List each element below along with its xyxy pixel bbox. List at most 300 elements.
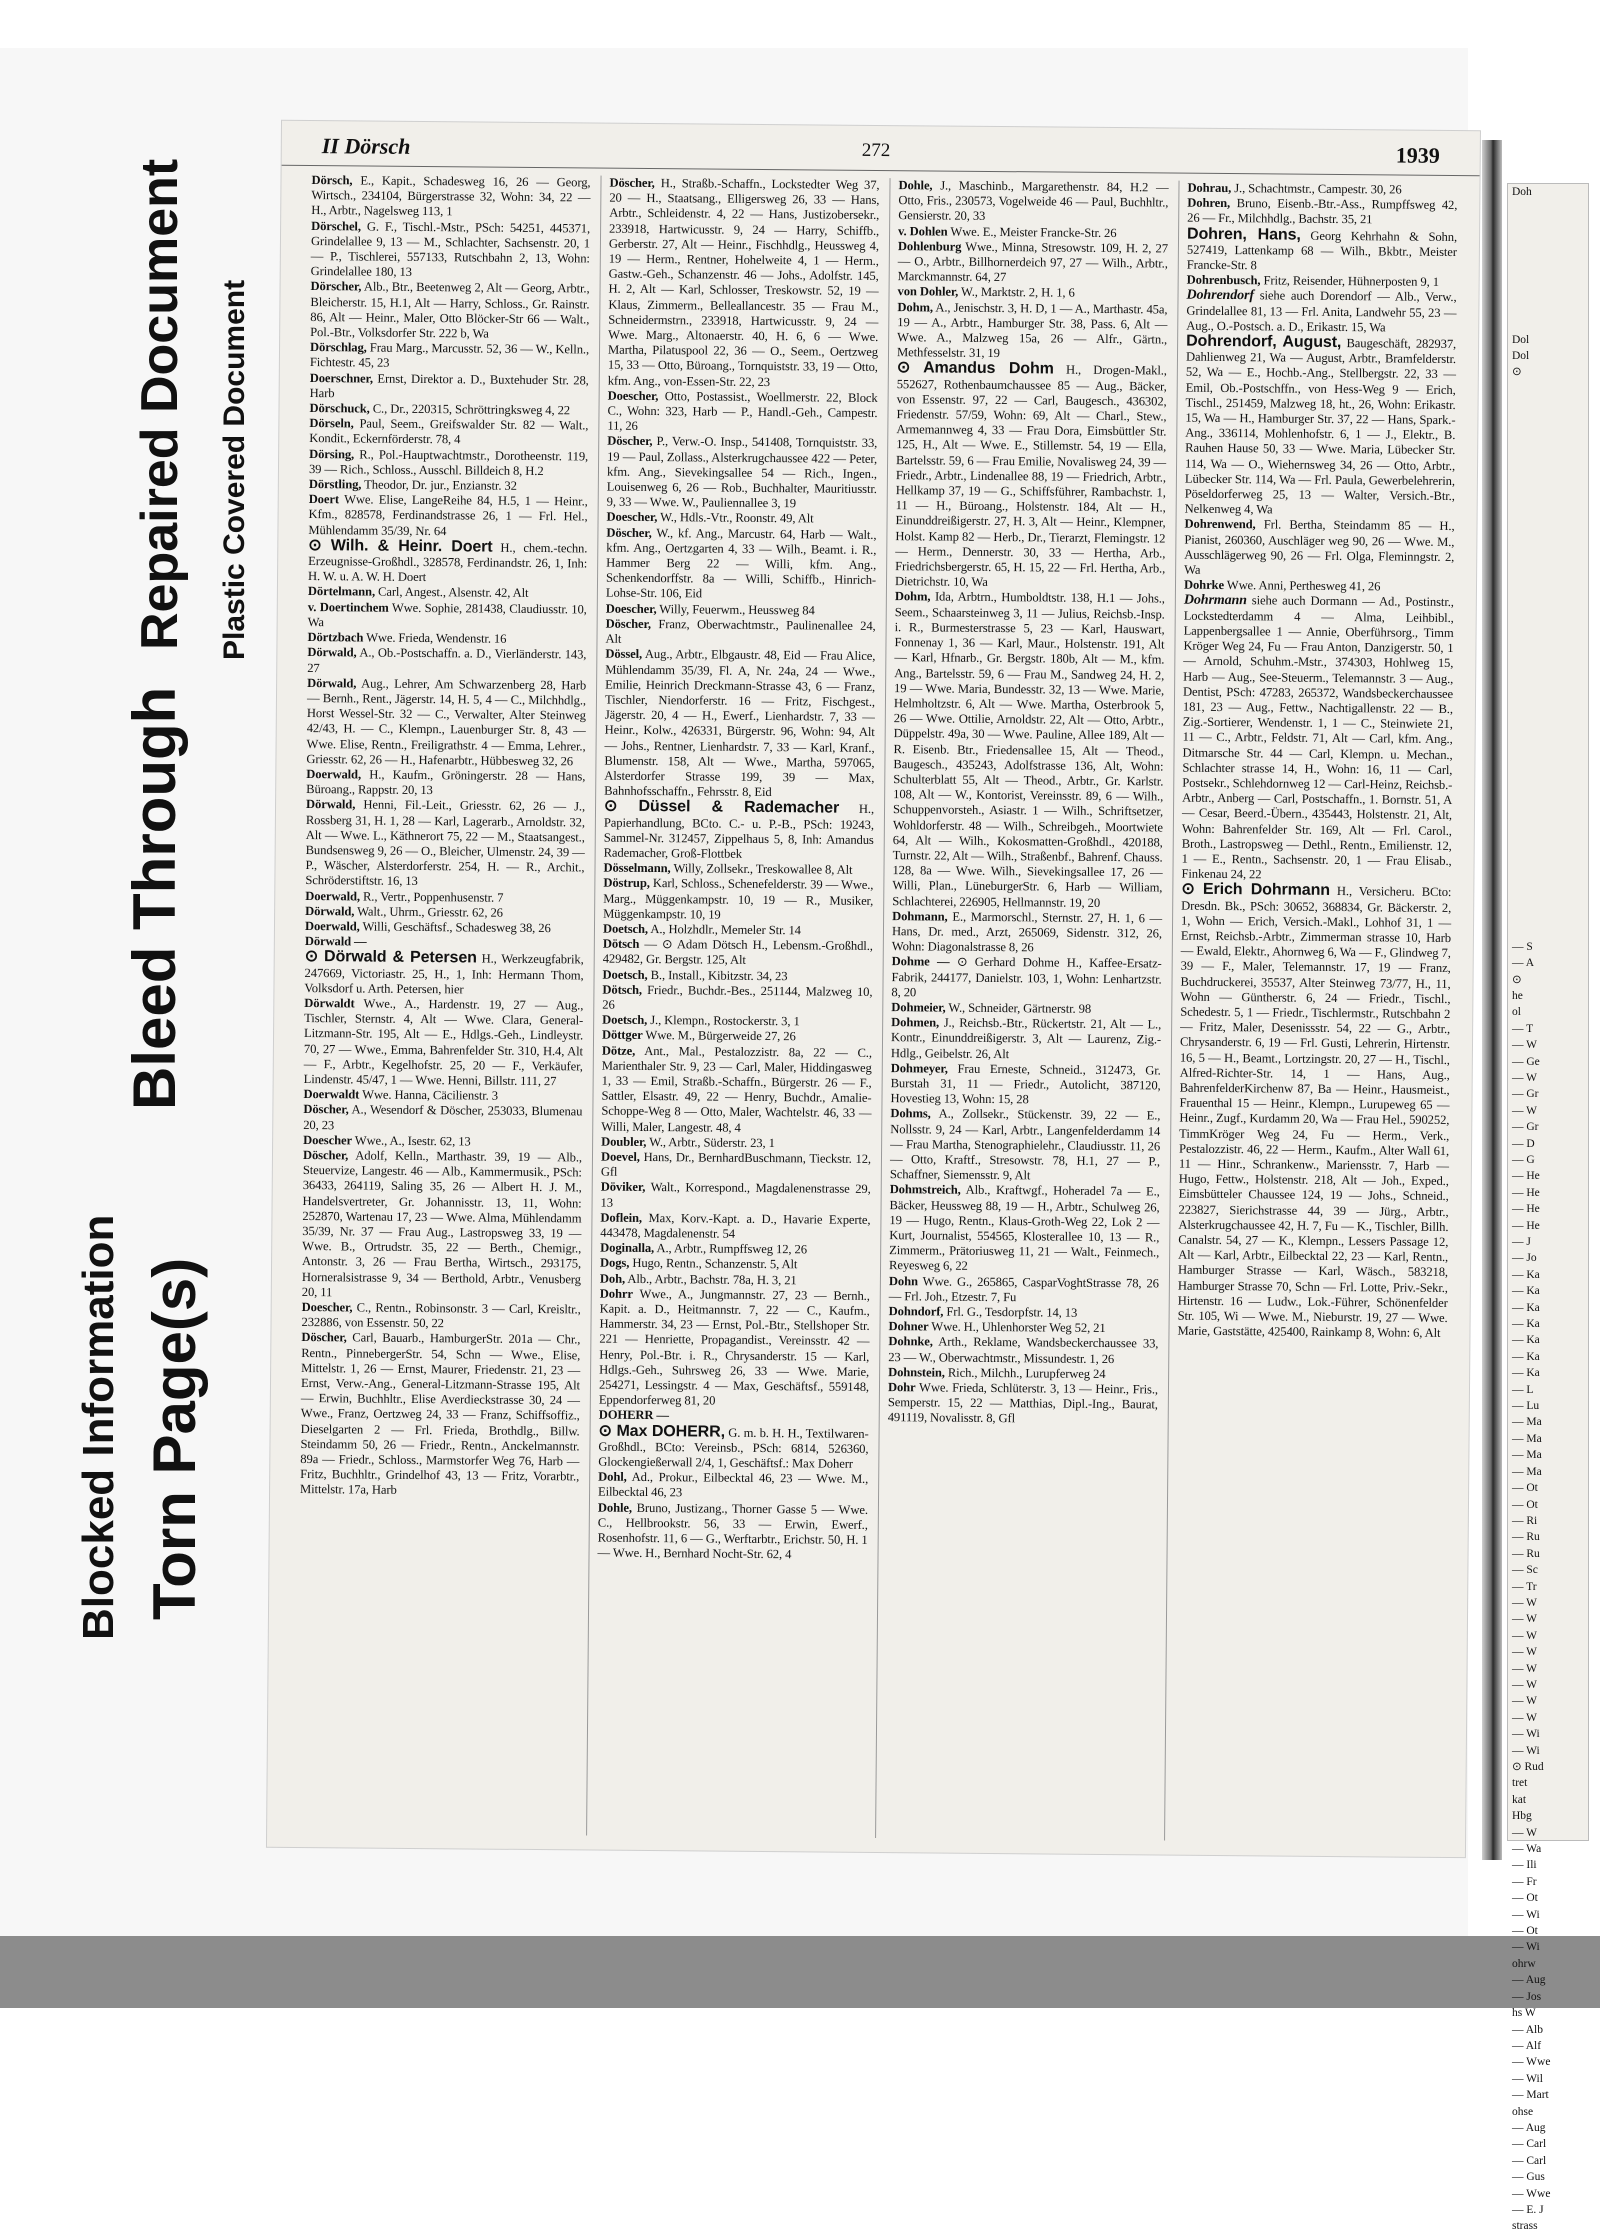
entry-details: Aug., Arbtr., Elbgaustr. 48, Eid — Frau Alice, Mühlendamm 35/39, Fl. A, Nr. 24a, 24 — Wwe., Emilie, Heinrich Dreckmann-Strasse 43, 6 — Franz, Tischler, Niendorferstr. 16 — Fritz, Fischgest., Jägerstr. 20, 4 — H., Ewerf., Lienhardstr. 7, 33 — Heinr., Kolw., 426331, Bürgerstr. 96, Wohn: 94, Alt — Johs., Rentner, Lienhardstr. 7, 33 — Karl, Kranf., Blumenstr. 158, Alt — Wwe., Martha, 597065, Alsterdorfer Strasse 199, 39 — Max, Bahnhofsschaffn., Fehrsstr. 8, Eid xyxy=(604,647,875,799)
adjacent-page-fragment xyxy=(1508,906,1588,922)
adjacent-page-fragment: — Wi xyxy=(1508,1743,1588,1759)
entry-surname: Döscher, xyxy=(609,176,654,190)
adjacent-page-fragment: Hbg xyxy=(1508,1808,1588,1824)
entry-surname: Doerwald, xyxy=(306,767,361,781)
entry-details: Adolf, Kelln., Marthastr. 39, 19 — Alb., Steuervize, Langestr. 46 — Alb., Kammermusik., PSch: 36433, 264119, Saling 35, 26 — Albert H. J. M., Handelsvertreter, Gr. Johannisstr. 13, 11, Wohn: 252870, Wartenau 17, 23 — Wwe. Alma, Mühlendamm 35/39, Nr. 37 — Frau Aug., Lastropsweg 33, 19 — Wwe. B., Ortrudstr. 35, 22 — Berth., Chemigr., Antonstr. 3, 26 — Frau Bertha, Wirtsch., 293175, Horneralsistrasse 9, 34 — Berthold, Arbtr., Venusberg 20, 11 xyxy=(302,1148,582,1299)
directory-entry xyxy=(897,300,1168,363)
adjacent-page-fragment xyxy=(1508,725,1588,741)
adjacent-page-fragment: — Ge xyxy=(1508,1054,1588,1070)
directory-entry xyxy=(608,176,880,391)
adjacent-page-fragment xyxy=(1508,233,1588,249)
adjacent-page-fragment: — Sc xyxy=(1508,1562,1588,1578)
entry-surname: v. Doertinchem xyxy=(308,600,389,615)
entry-details: Ant., Mal., Pestalozzistr. 8a, 22 — C., Marienthaler Str. 9, 23 — Carl, Maler, Hiddingasweg 1, 33 — Emil, Straßb.-Schaffn., Bürgerstr. 26 — F., Sattler, Elsastr. 49, 22 — Henry, Buchdr., Amalie-Schoppe-Weg 8 — Otto, Maler, Wachtelstr. 46, 33 — Willi, Maler, Langestr. 48, 4 xyxy=(601,1043,872,1134)
directory-entry xyxy=(1185,334,1457,520)
directory-entry xyxy=(891,1015,1161,1063)
entry-details: Wwe. Elise, LangeReihe 84, H.5, 1 — Heinr., Kfm., 828578, Ferdinandstrasse 26, 1 — Frl. Hel., Mühlendamm 35/39, Nr. 64 xyxy=(308,493,587,538)
directory-entry xyxy=(597,1500,868,1563)
directory-entry xyxy=(598,1423,868,1472)
adjacent-page-fragment: tret xyxy=(1508,1775,1588,1791)
entry-surname: Dörwald, xyxy=(307,676,356,690)
entry-surname: Dörsing, xyxy=(309,447,354,461)
entry-details: R., Vertr., Poppenhusenstr. 7 xyxy=(360,889,503,904)
entry-surname: Dogs, xyxy=(600,1256,629,1270)
entry-details: Willi, Geschäftsf., Schadesweg 38, 26 xyxy=(360,919,551,935)
entry-details: H., Werkzeugfabrik, 247669, Victoriastr. 25, H., 1, Inh: Hermann Thom, Volksdorf u. Arth. Petersen, hier xyxy=(304,952,583,996)
entry-surname: Doerwald, xyxy=(305,889,360,903)
adjacent-page-fragment: — Alb xyxy=(1508,2022,1588,2038)
directory-entry xyxy=(1186,288,1456,336)
entry-details: Wwe. Frieda, Schlüterstr. 3, 13 — Heinr., Fris., Semperstr. 15, 22 — Matthias, Dipl.-Ing., Baurat, 491119, Novalisstr. 8, Gfl xyxy=(888,1380,1158,1425)
adjacent-page-fragment xyxy=(1508,578,1588,594)
adjacent-page-fragment: — A xyxy=(1508,955,1588,971)
adjacent-page-fragment xyxy=(1508,775,1588,791)
entry-surname: Dohmann, xyxy=(892,909,948,923)
entry-details: Carl, Bauarb., HamburgerStr. 201a — Chr., Rentn., PinnebergerStr. 54, Schn — Wwe., Elise, Mittelstr. 1, 26 — Ernst, Maurer, Friedenstr. 21, 23 — Ernst, Verw.-Ang., General-Litzmann-Strasse 195, Alt — Erwin, Buchhltr., Elise Averdieckstrasse 30, 24 — Wwe., Franz, Oertzweg 24, 33 — Franz, Schiffsoffiz., Dieselgarten 2 — Frl. Frieda, Brothdlg., Billw. Steindamm 50, 26 — Friedr., Rentn., Anckelmannstr. 89a — Friedr., Schloss., Marmstorfer Weg 76, Harb — Fritz, Buchhltr., Grindelhof 43, 13 — Fritz, Vorarbtr., Mittelstr. 17a, Harb xyxy=(300,1331,580,1497)
directory-entry xyxy=(1187,226,1457,275)
entry-surname: Döviker, xyxy=(601,1180,646,1194)
entry-surname: Dohrr xyxy=(600,1286,633,1300)
entry-details: J., Schachtmstr., Campestr. 30, 26 xyxy=(1231,181,1401,196)
entry-details: Willy, Zollsekr., Treskowallee 8, Alt xyxy=(671,861,853,877)
entry-surname: Dohmen, xyxy=(891,1015,939,1029)
entry-surname: Dohms, xyxy=(890,1107,930,1121)
adjacent-page-fragment: — Tr xyxy=(1508,1579,1588,1595)
entry-details: H., chem.-techn. Erzeugnisse-Großhdl., 328578, Ferdinandstr. 26, 1, Inh: H. W. u. A. W. H. Doert xyxy=(308,541,587,585)
entry-details: A., Holzhdlr., Memeler Str. 14 xyxy=(648,922,801,937)
adjacent-page-fragment: strass xyxy=(1508,2218,1588,2234)
entry-details: Ernst, Direktor a. D., Buxtehuder Str. 28, Harb xyxy=(310,371,589,400)
entry-details: J., Klempn., Rostockerstr. 3, 1 xyxy=(647,1013,800,1028)
adjacent-page-fragment xyxy=(1508,889,1588,905)
adjacent-page-fragment xyxy=(1508,545,1588,561)
adjacent-page-fragment xyxy=(1508,840,1588,856)
adjacent-page-fragment: ohrw xyxy=(1508,1956,1588,1972)
entry-surname: von Dohler, xyxy=(897,285,958,300)
directory-entry xyxy=(898,178,1168,226)
entry-surname: ⊙ Düssel & Rademacher xyxy=(604,798,839,817)
adjacent-page-fragment: ol xyxy=(1508,1004,1588,1020)
label-repaired-document: Repaired Document xyxy=(130,159,190,650)
entry-surname: Doevel, xyxy=(601,1150,640,1164)
directory-entry xyxy=(307,645,586,678)
entry-surname: Döstrup, xyxy=(603,876,650,890)
adjacent-page-fragment xyxy=(1508,282,1588,298)
entry-surname: Doescher xyxy=(303,1133,352,1147)
directory-entry xyxy=(604,647,875,801)
entry-surname: Doescher, xyxy=(302,1300,353,1314)
entry-surname: Dötze, xyxy=(602,1043,635,1057)
entry-surname: Döttger xyxy=(602,1028,643,1042)
adjacent-page-fragment: ⊙ xyxy=(1508,972,1588,988)
entry-surname: Dohr xyxy=(888,1380,916,1394)
column-2 xyxy=(586,176,879,1838)
entry-details: H., Kaufm., Gröningerstr. 28 — Hans, Büroang., Rappstr. 20, 13 xyxy=(306,767,585,797)
entry-surname: Dohmeyer, xyxy=(891,1061,948,1075)
entry-details: W., Marktstr. 2, H. 1, 6 xyxy=(958,285,1075,300)
entry-surname: Dörstling, xyxy=(309,477,362,491)
adjacent-page-fragment xyxy=(1508,611,1588,627)
adjacent-page-fragment: — Jos xyxy=(1508,1989,1588,2005)
directory-entry xyxy=(304,996,584,1090)
adjacent-page-fragment: — He xyxy=(1508,1185,1588,1201)
adjacent-page-fragment: — D xyxy=(1508,1136,1588,1152)
directory-entry xyxy=(599,1286,870,1410)
adjacent-page-fragment: — E. J xyxy=(1508,2202,1588,2218)
entry-details: Wwe. M., Bürgerweide 27, 26 xyxy=(643,1028,796,1043)
entry-surname: Dohmeier, xyxy=(891,1000,945,1014)
entry-details: H., Straßb.-Schaffn., Lockstedter Weg 37, 20 — H., Staatsang., Elligersweg 26, 33 — Hans, Arbtr., Schleidenstr. 4, 22 — Hans, Justizobersekr., 233918, Hartwicusstr. 9, 24 — Harry, Schiffb., Gerberstr. 27, Alt — Heinr., Fischhdlg., Heussweg 4, 19 — Herm., Rentner, Hohelweite 4, 1 — Herm., Gastw.-Geh., Schanzenstr. 46 — Johs., Adolfstr. 145, H. 2, Alt — Karl, Schlosser, Treskowstr. 52, 19 — Klaus, Zimmerm., Belleallancestr. 35 — Frau M., Schneidermstrn., 233918, Hartwicusstr. 9, 24 — Wwe. Marg., Altonaerstr. 40, H. 6, 6 — Wwe. Martha, Pilatuspool 22, 36 — O., Seem., Oertzweg 15, 33 — Otto, Büroang., Tornquiststr. 33, 19 — Otto, kfm. Ang., von-Essen-Str. 22, 23 xyxy=(608,176,880,389)
entry-surname: Dohren, xyxy=(1187,196,1230,210)
adjacent-page-fragment: Doh xyxy=(1508,184,1588,200)
entry-details: Otto, Postassist., Woellmerstr. 22, Block C., Wohn: 323, Harb — P., Handl.-Geh., Campestr. 11, 26 xyxy=(607,389,877,433)
directory-entry xyxy=(898,239,1168,287)
entry-surname: Dörwald, xyxy=(305,904,354,918)
directory-entry xyxy=(895,361,1167,592)
entry-details: Georg Kehrhahn & Sohn, 527419, Lattenkamp 68 — Wilh., Bkbtr., Meister Francke-Str. 8 xyxy=(1187,228,1457,272)
directory-entry xyxy=(607,434,878,512)
entry-details: Frl. Bertha, Steindamm 85 — H., Pianist, 260360, Auschläger weg 90, 26 — Wwe. M., Ausschlägerweg 90, 26 — Frl. Olga, Fleminngstr. 2, Wa xyxy=(1184,518,1455,577)
entry-surname: Doescher, xyxy=(608,388,659,402)
page-number: 272 xyxy=(862,140,891,162)
adjacent-page-fragment xyxy=(1508,660,1588,676)
adjacent-page-fragment: — Mart xyxy=(1508,2087,1588,2103)
entry-details: Frl. G., Tesdorpfstr. 14, 13 xyxy=(943,1305,1077,1320)
adjacent-page-fragment xyxy=(1508,430,1588,446)
directory-entry xyxy=(602,982,872,1015)
directory-entry xyxy=(889,1183,1160,1277)
adjacent-page-fragment: — Ot xyxy=(1508,1890,1588,1906)
adjacent-page-fragment: — G xyxy=(1508,1152,1588,1168)
directory-entry xyxy=(603,937,873,970)
directory-entry xyxy=(308,538,587,587)
adjacent-page-fragment: — Wil xyxy=(1508,2071,1588,2087)
adjacent-page-fragment xyxy=(1508,217,1588,233)
adjacent-page-fragment xyxy=(1508,479,1588,495)
entry-details: A., Arbtr., Rumpffsweg 12, 26 xyxy=(654,1241,807,1256)
directory-entry xyxy=(308,600,587,633)
entry-surname: Dohl, xyxy=(598,1470,627,1484)
entry-surname: Dohlenburg xyxy=(898,239,962,254)
directory-entry xyxy=(598,1470,868,1503)
entry-details: Walt., Korrespond., Magdalenenstrasse 29, 13 xyxy=(601,1180,871,1209)
adjacent-page-fragment: — Aug xyxy=(1508,1972,1588,1988)
adjacent-page-fragment xyxy=(1508,693,1588,709)
adjacent-page-fragment: — Ma xyxy=(1508,1447,1588,1463)
entry-details: W., Arbtr., Süderstr. 23, 1 xyxy=(646,1135,775,1150)
entry-surname: Doetsch, xyxy=(603,922,648,936)
entry-surname: Doubler, xyxy=(601,1134,646,1148)
adjacent-page-fragment: — Ka xyxy=(1508,1300,1588,1316)
directory-entry xyxy=(890,1107,1161,1185)
entry-surname: Dössel, xyxy=(605,647,642,661)
entry-details: Walt., Uhrm., Griesstr. 62, 26 xyxy=(354,904,503,919)
entry-details: Alb., Kraftwgf., Hoheradel 7a — E., Bäcker, Heussweg 88, 19 — H., Arbtr., Schulweg 26, 19 — Hugo, Rentn., Klaus-Groth-Weg 22, Lok 2 — Kurt, Journalist, 554565, Klosterallee 10, 13 — R., Zimmerm., Prätoriusweg 11, 21 — Walt., Feinmech., Reyesweg 6, 22 xyxy=(889,1183,1160,1273)
adjacent-page-fragment: Dol xyxy=(1508,348,1588,364)
adjacent-page-fragment: — Wi xyxy=(1508,1907,1588,1923)
label-plastic-covered-document: Plastic Covered Document xyxy=(218,280,252,660)
adjacent-page-fragment: — Ma xyxy=(1508,1431,1588,1447)
book-spine-fold xyxy=(1482,140,1502,1860)
adjacent-page-fragment: — Ka xyxy=(1508,1332,1588,1348)
entry-surname: Döscher, xyxy=(303,1148,348,1162)
entry-surname: Dörwald, xyxy=(306,797,355,811)
entry-details: Theodor, Dr. jur., Enzianstr. 32 xyxy=(361,478,517,493)
adjacent-page-fragment: — Fr xyxy=(1508,1874,1588,1890)
adjacent-page-fragment: — Ka xyxy=(1508,1365,1588,1381)
entry-surname: Dörschel, xyxy=(311,219,361,233)
entry-details: Wwe., A., Hardenstr. 19, 27 — Aug., Tischler, Sternstr. 4, Alt — Wwe. Clara, General-Litzmann-Str. 195, Alt — E., Hdlgs.-Geh., Lindleystr. 70, 27 — Wwe., Emma, Bahrenfelder Str. 310, H.4, Alt — F., Arbtr., Kegelhofstr. 25, 20 — F., Verkäufer, Lindenstr. 45/47, 1 — Wwe. Henni, Billstr. 111, 27 xyxy=(304,996,584,1088)
adjacent-page-fragment xyxy=(1508,922,1588,938)
directory-entry xyxy=(601,1180,871,1213)
entry-surname: Dörtzbach xyxy=(307,630,363,644)
adjacent-page-fragment xyxy=(1508,529,1588,545)
adjacent-page-fragment: — Alf xyxy=(1508,2038,1588,2054)
entry-details: Karl, Schloss., Schenefelderstr. 39 — Wwe., Marg., Müggenkampstr. 10, 19 — R., Musiker, Müggenkampstr. 10, 19 xyxy=(603,876,873,921)
directory-entry xyxy=(603,876,873,924)
entry-details: Alb., Arbtr., Bachstr. 78a, H. 3, 21 xyxy=(625,1271,797,1286)
entry-surname: Dohn xyxy=(889,1274,918,1288)
adjacent-page-fragment: ⊙ xyxy=(1508,364,1588,380)
entry-surname: Doh, xyxy=(600,1271,625,1285)
adjacent-page-fragment: — W xyxy=(1508,1661,1588,1677)
adjacent-page-fragment: ⊙ Rud xyxy=(1508,1759,1588,1775)
adjacent-page-fragment xyxy=(1508,594,1588,610)
entry-details: A., Ob.-Postschaffn. a. D., Vierländerstr. 143, 27 xyxy=(307,646,586,675)
entry-surname: Döscher, xyxy=(606,617,651,631)
directory-entry xyxy=(300,1330,580,1500)
entry-details: H., Papierhandlung, BCto. C.- u. P.-B., PSch: 19243, Sammel-Nr. 312457, Zippelhaus 5, 8, Inh: Amandus Rademacher, Groß-Flottbek xyxy=(604,802,875,861)
adjacent-page-fragment xyxy=(1508,709,1588,725)
entry-details: Hugo, Rentn., Schanzenstr. 5, Alt xyxy=(629,1256,797,1271)
directory-page xyxy=(267,121,1480,1857)
entry-surname: Dohrke xyxy=(1184,578,1224,592)
entry-details: Max, Korv.-Kapt. a. D., Havarie Experte, 443478, Magdalenenstr. 54 xyxy=(600,1211,870,1241)
entry-surname: ⊙ Max DOHERR, xyxy=(599,1422,726,1440)
entry-details: Ida, Arbtrn., Humboldtstr. 138, H.1 — Johs., Seem., Schaarsteinweg 3, 11 — Julius, Reichsb.-Insp. i. R., Burmesterstrasse 5, 23 — Karl, Hauswart, Fonnenay 1, 36 — Karl, Maur., Holstenstr. 191, Alt — Karl, Hfnarb., Gr. Bergstr. 180b, Alt — M., kfm. Ang., Bartelsstr. 59, 6 — Frau M., Sandweg 24, H. 2, 19 — Wwe. Maria, Bundesstr. 32, 13 — Wwe. Marie, Helmholtzstr. 6, Alt — Wwe. Martha, Osterbrook 5, 26 — Wwe. Ottilie, Arnoldstr. 22, Alt — Otto, Arbtr., Düppelstr. 49a, 30 — Wwe. Pauline, Allee 189, Alt — R. Eisenb. Btr., Friedensallee 15, Alt — Theod., Baugesch., 435243, Adolfstrasse 136, Alt, Wohn: Schulterblatt 55, Alt — Theod., Arbtr., Gr. Karlstr. 108, Alt — W., Kontorist, Vereinsstr. 89, 6 — Wilh., Schuppenvorsteh., Asiastr. 1 — Wilh., Schriftsetzer, Wohldorferstr. 48 — Wilh., Schreibgeh., Moortwiete 64, Alt — Wilh., Kokosmatten-Großhdl., 420188, Turnstr. 22, Alt — Wilh., Straßenbf., Bahrenf. Chauss. 128, 8a — Wwe. Wilh., Sievekingsallee 17, 26 — Willi, Plan., LüneburgerStr. 6, Harb — William, Schlachterei, 226905, Hellmannstr. 19, 20 xyxy=(892,590,1165,910)
entry-details: Wwe., A., Jungmannstr. 27, 23 — Bernh., Kapit. a. D., Heitmannstr. 7, 22 — C., Kaufm., Hammerstr. 34, 23 — Ernst, Pol.-Btr., Stellshoper Str. 221 — Henriette, Propagandist., Vereinsstr. 42 — Henry, Pol.-Btr. i. R., Chrysanderstr. 15 — Karl, Hdlgs.-Geh., Suhrsweg 26, 33 — Wwe. Marie, 254271, Lessingstr. 4 — Max, Geschäftsf., 559148, Eppendorferweg 81, 20 xyxy=(599,1287,870,1408)
adjacent-page-fragment: — He xyxy=(1508,1201,1588,1217)
entry-surname: Dohner xyxy=(888,1319,928,1333)
adjacent-page-fragment: he xyxy=(1508,988,1588,1004)
adjacent-page-fragment xyxy=(1508,315,1588,331)
directory-columns xyxy=(297,173,1457,1843)
directory-entry xyxy=(306,676,586,770)
adjacent-page-fragment xyxy=(1508,299,1588,315)
header-section: II Dörsch xyxy=(322,133,411,160)
adjacent-page-fragment: — Wwe xyxy=(1508,2186,1588,2202)
entry-details: J., Maschinb., Margarethenstr. 84, H.2 — Otto, Fris., 230573, Vogelweide 46 — Paul, Buchhltr., Gensierstr. 20, 33 xyxy=(898,178,1168,223)
entry-details: G. F., Tischl.-Mstr., PSch: 54251, 445371, Grindelallee 9, 13 — M., Schlachter, Sachsenstr. 20, 1 — P., Tischlerei, 557133, Rutschbahn 2, 13, Wohn: Grindelallee 180, 13 xyxy=(311,219,591,279)
entry-surname: Dohrau, xyxy=(1187,181,1231,195)
entry-details: P., Verw.-O. Insp., 541408, Tornquiststr. 33, 19 — Paul, Zollass., Alsterkrugchaussee 422 — Peter, kfm. Ang., Sievekingsallee 54 — Rich., Ingen., Louisenweg 6, 26 — Rob., Buchhalter, Mauritiusstr. 9, 33 — Wwe. W., Pauliennallee 3, 19 xyxy=(607,434,878,510)
entry-surname: Doerwaldt xyxy=(303,1087,359,1101)
entry-surname: v. Dohlen xyxy=(898,224,948,238)
entry-surname: Dohrenwend, xyxy=(1184,517,1255,532)
entry-details: — ⊙ Adam Dötsch H., Lebensm.-Großhdl., 429482, Gr. Bergstr. 125, Alt xyxy=(603,937,873,967)
entry-surname: Dörwaldt xyxy=(304,996,354,1010)
entry-details: H., Drogen-Makl., 552627, Rothenbaumchaussee 85 — Aug., Bäcker, von Essenstr. 97, 22 — Carl, Baugesch., 436302, Friedenstr. 57/59, Wohn: 69, Alt — Charl., Stew., Armemannweg 4, 33 — Frau Dora, Eimsbüttler Str. 125, H., Alt — Wwe. E., Stillemstr. 54, 19 — Ella, Bartelsstr. 59, 6 — Frau Emilie, Novalisweg 24, 39 — Friedr., Arbtr., Lindenallee 88, 19 — Friedrich, Arbtr., Hellkamp 37, 19 — G., Schiffsführer, Rambachstr. 1, 11 — H., Büroang., Holstenstr. 184, Alt — H., Einunddreißigerstr. 27, H. 3, Alt — Heinr., Klempner, Holst. Kamp 82 — Herb., Dr., Tierarzt, Flemingstr. 12 — Herm., Dennerstr. 30, 33 — Hertha, Arb., Friedrichsbergerstr. 65, H. 15, 22 — Frl. Hertha, Arb., Dietrichstr. 10, Wa xyxy=(895,363,1167,589)
directory-entry xyxy=(601,1150,871,1183)
directory-entry xyxy=(303,1102,582,1135)
entry-details: ⊙ Gerhard Dohme H., Kaffee-Ersatz-Fabrik, 244177, Danielstr. 103, 1, Wohn: Lenhartzstr. 8, 20 xyxy=(891,955,1161,999)
entry-details: W., Hdls.-Vtr., Roonstr. 49, Alt xyxy=(657,511,813,526)
adjacent-page-fragment: — W xyxy=(1508,1825,1588,1841)
label-blocked-information: Blocked Information xyxy=(74,1215,124,1640)
adjacent-page-fragment: — W xyxy=(1508,1595,1588,1611)
directory-entry xyxy=(309,447,588,480)
adjacent-page-fragment: — Ot xyxy=(1508,1497,1588,1513)
entry-surname: Dohrendorf xyxy=(1186,288,1254,304)
adjacent-page-fragment xyxy=(1508,676,1588,692)
adjacent-page-fragment: — W xyxy=(1508,1037,1588,1053)
adjacent-page-fragment: — Ot xyxy=(1508,1923,1588,1939)
entry-details: Ad., Prokur., Eilbecktal 46, 23 — Wwe. M., Eilbecktal 46, 23 xyxy=(598,1470,868,1500)
entry-surname: ⊙ Wilh. & Heinr. Doert xyxy=(308,537,492,556)
adjacent-page-fragment xyxy=(1508,791,1588,807)
adjacent-page-fragment xyxy=(1508,627,1588,643)
adjacent-page-fragment xyxy=(1508,463,1588,479)
directory-entry xyxy=(892,909,1162,957)
entry-details: Paul, Seem., Greifswalder Str. 82 — Walt., Kondit., Eckernförderstr. 78, 4 xyxy=(309,417,588,447)
entry-surname: Dörschuck, xyxy=(309,401,369,416)
entry-details: Wwe. Sophie, 281438, Claudiusstr. 10, Wa xyxy=(308,600,587,629)
adjacent-page-fragment: — Wi xyxy=(1508,1726,1588,1742)
label-torn-pages: Torn Page(s) xyxy=(140,1258,209,1620)
adjacent-page-fragment: — He xyxy=(1508,1168,1588,1184)
entry-details: Wwe. Hanna, Cäcilienstr. 3 xyxy=(359,1088,498,1103)
adjacent-page-fragment: — W xyxy=(1508,1693,1588,1709)
directory-entry xyxy=(600,1210,870,1243)
entry-surname: Dohle, xyxy=(898,178,932,192)
entry-surname: Döscher, xyxy=(303,1102,348,1116)
adjacent-page-fragment xyxy=(1508,381,1588,397)
adjacent-page-fragment: — Gr xyxy=(1508,1119,1588,1135)
entry-surname: Doerschner, xyxy=(310,371,373,386)
entry-surname: DOHERR — xyxy=(599,1408,669,1423)
adjacent-page-fragment: — Ka xyxy=(1508,1316,1588,1332)
entry-details: E., Kapit., Schadesweg 16, 26 — Georg, Wirtsch., 234104, Bürgerstrasse 32, Wohn: 34, 22 — H., Arbtr., Nagelsweg 113, 1 xyxy=(311,173,590,218)
column-3 xyxy=(875,178,1168,1840)
entry-details: siehe auch Dormann — Ad., Postinstr., Lockstedterdamm 4 — Alma, Leihbibl., Lappenbergsallee 1 — Annie, Oberführsorg., Timm Kröger Weg 24, Fu — Frau Anton, Danzigerstr. 50, 1 — Arnold, Schuhm.-Mstr., 374303, Hohlweg 15, Harb — Aug., See-Steuerm., Telemannstr. 3 — Aug., Dentist, PSch: 47283, 265372, Wandsbeckerchaussee 181, 23 — Aug., Fettw., Nachtigallenstr. 22 — B., Zig.-Sortierer, Wendenstr. 1, 1 — C., Steinwiete 21, 11 — C., Arbtr., Feldstr. 71, Alt — Carl, kfm. Ang., Ditmarsche Str. 44 — Carl, Klempn. u. Mechan., Schlachter strasse 14, H., Wohn: 16, 11 — Carl, Postsekr., Schlehdornweg 12 — Carl-Heinz, Reichsb.-Arbtr., Anberg — Carl, Postschaffn., 1. Bornstr. 51, A — Cesar, Beerd.-Übern., 435443, Holstenstr. 21, Alt, Wohn: Bahrenfelder Str. 169, Alt — Frl. Carol., Broth., Lastropsweg — Dethl., Rentn., Emilienstr. 12, 1 — E., Rentn., Sachsenstr. 20, 1 — Frau Elisab., Finkenau 24, 22 xyxy=(1181,594,1454,882)
entry-details: Frau Marg., Marcusstr. 52, 36 — W., Kelln., Fichtestr. 45, 23 xyxy=(310,341,589,370)
directory-entry xyxy=(302,1148,582,1302)
adjacent-page-fragment xyxy=(1508,824,1588,840)
adjacent-page-fragment: — Gus xyxy=(1508,2169,1588,2185)
entry-surname: Doescher, xyxy=(607,510,658,524)
entry-details: Wwe. E., Meister Francke-Str. 26 xyxy=(948,224,1117,239)
entry-surname: Döscher, xyxy=(606,525,651,539)
adjacent-page-fragment: — Carl xyxy=(1508,2136,1588,2152)
entry-details: A., Jenischstr. 3, H. D, 1 — A., Marthastr. 45a, 19 — A., Arbtr., Hamburger Str. 38, Pass. 6, Alt — Wwe. A., Malzweg 15a, 26 — Alfr., Gärtn., Methfesselstr. 31, 19 xyxy=(897,300,1168,360)
adjacent-page-fragment: — Wi xyxy=(1508,1939,1588,1955)
adjacent-page-fragment: — W xyxy=(1508,1677,1588,1693)
entry-surname: Doflein, xyxy=(600,1210,642,1224)
adjacent-page-fragment: — Lu xyxy=(1508,1398,1588,1414)
entry-details: Franz, Oberwachtmstr., Paulinenallee 24, Alt xyxy=(605,617,875,646)
entry-surname: Dohnke, xyxy=(888,1335,933,1349)
directory-entry xyxy=(311,219,591,282)
adjacent-page-fragment xyxy=(1508,857,1588,873)
adjacent-page-fragment: — Aug xyxy=(1508,2120,1588,2136)
entry-details: Wwe., Minna, Stresowstr. 109, H. 2, 27 — O., Arbtr., Billhornerdeich 97, 27 — Wilh., Arbtr., Marckmannstr. 64, 27 xyxy=(898,240,1168,285)
entry-surname: Doescher, xyxy=(606,601,657,615)
entry-details: A., Zollsekr., Stückenstr. 39, 22 — E., Nollsstr. 9, 24 — Karl, Arbtr., Langenfelderdamm 14 — Frau Martha, Stenographielehr., Claudiusstr. 11, 26 — Otto, Kraftf., Stresowstr. 78, H.1, 27 — P., Schaffner, Siemensstr. 9, Alt xyxy=(890,1107,1161,1183)
entry-surname: Dohndorf, xyxy=(889,1304,944,1318)
directory-entry xyxy=(1187,196,1457,229)
adjacent-page-fragment: — Gr xyxy=(1508,1086,1588,1102)
entry-surname: Dörwald, xyxy=(307,645,356,659)
entry-surname: Döscher, xyxy=(607,434,652,448)
entry-details: C., Dr., 220315, Schröttringksweg 4, 22 xyxy=(370,402,570,418)
entry-details: E., Marmorschl., Sternstr. 27, H. 1, 6 — Hans, Dr. med., Arzt, 265069, Sidenstr. 312, 26, Wohn: Diagonalstrasse 8, 26 xyxy=(892,909,1162,954)
label-bleed-through: Bleed Through xyxy=(120,687,189,1110)
entry-details: Wwe. Anni, Perthesweg 41, 26 xyxy=(1224,578,1380,593)
directory-entry xyxy=(308,492,587,540)
entry-details: C., Rentn., Robinsonstr. 3 — Carl, Kreisltr., 232886, von Essenstr. 50, 22 xyxy=(301,1300,580,1330)
entry-details: Friedr., Buchdr.-Bes., 251144, Malzweg 10, 26 xyxy=(602,983,872,1012)
directory-entry xyxy=(604,799,875,863)
adjacent-page-fragment xyxy=(1508,496,1588,512)
adjacent-page-fragment: — W xyxy=(1508,1070,1588,1086)
column-1 xyxy=(297,173,590,1835)
directory-entry xyxy=(1181,593,1454,884)
adjacent-page-fragment: — T xyxy=(1508,1021,1588,1037)
entry-details: Alb., Btr., Beetenweg 2, Alt — Georg, Arbtr., Bleicherstr. 15, H.1, Alt — Harry, Schloss., Gr. Rainstr. 86, Alt — Heinr., Maler, Otto Blöcker-Str 66 — Walt., Pol.-Btr., Volksdorfer Str. 222 b, Wa xyxy=(310,280,590,341)
adjacent-page-fragment xyxy=(1508,397,1588,413)
adjacent-page-fragment: — Ka xyxy=(1508,1267,1588,1283)
entry-surname: Dörschlag, xyxy=(310,340,367,354)
adjacent-page-fragment xyxy=(1508,873,1588,889)
entry-surname: Dörsch, xyxy=(311,173,352,187)
entry-surname: Dohm, xyxy=(897,300,933,314)
adjacent-page-fragment: — Ru xyxy=(1508,1529,1588,1545)
entry-surname: ⊙ Amandus Dohm xyxy=(897,360,1054,378)
entry-details: W., kf. Ang., Marcustr. 64, Harb — Walt., kfm. Ang., Oertzgarten 4, 33 — Wilh., Beamt. i. R., Hammer Berg 22 — Willi, kfm. Ang., Schenkendorffstr. 8a — Willi, Schiffb., Hinrich-Lohse-Str. 106, Eid xyxy=(606,526,877,601)
entry-details: Aug., Lehrer, Am Schwarzenberg 28, Harb — Bernh., Rent., Jägerstr. 14, H. 5, 4 — C., Milchhdlg., Horst Wessel-Str. 32 — C., Verwalter, Alter Steinweg 42/43, H. — C., Klempn., Lauenburger Str. 8, 43 — Wwe. Elise, Rentn., Freiligrathstr. 4 — Emma, Lehrer., Griesstr. 62, 26 — H., Hafenarbtr., Hübbesweg 32, 26 xyxy=(306,676,586,768)
entry-surname: Doerwald, xyxy=(305,919,360,933)
entry-surname: Doert xyxy=(309,492,339,506)
entry-details: Rich., Milchh., Lurupferweg 24 xyxy=(945,1365,1106,1380)
directory-entry xyxy=(891,954,1161,1002)
entry-details: Wwe. Frieda, Wendenstr. 16 xyxy=(363,631,506,646)
directory-entry xyxy=(1184,517,1455,580)
adjacent-page-fragment: — Ili xyxy=(1508,1857,1588,1873)
adjacent-page-fragment: — Carl xyxy=(1508,2153,1588,2169)
adjacent-page-fragment: — W xyxy=(1508,1628,1588,1644)
entry-surname: Dohme — xyxy=(892,954,950,969)
adjacent-page-fragment xyxy=(1508,758,1588,774)
adjacent-page-fragment: ohse xyxy=(1508,2104,1588,2120)
adjacent-page-fragment: — W xyxy=(1508,1103,1588,1119)
entry-surname: Dörtelmann, xyxy=(308,585,375,600)
directory-entry xyxy=(607,388,877,436)
page-header xyxy=(282,121,1480,176)
entry-details: Wwe. H., Uhlenhorster Weg 52, 21 xyxy=(928,1320,1105,1336)
adjacent-page-fragment: — Jo xyxy=(1508,1250,1588,1266)
entry-surname: Dötsch xyxy=(603,937,640,951)
entry-details: R., Pol.-Hauptwachtmstr., Dorotheenstr. 119, 39 — Rich., Schloss., Ausschl. Billdeich 8, H.2 xyxy=(309,447,588,478)
directory-entry xyxy=(1177,882,1451,1341)
entry-surname: Dohrendorf, August, xyxy=(1186,333,1341,351)
adjacent-page-fragment: — Ru xyxy=(1508,1546,1588,1562)
directory-entry xyxy=(605,617,875,650)
adjacent-page-fragment: kat xyxy=(1508,1792,1588,1808)
directory-entry xyxy=(888,1335,1158,1368)
entry-surname: Dohmstreich, xyxy=(890,1183,961,1198)
entry-details: Hans, Dr., BernhardBuschmann, Tieckstr. 12, Gfl xyxy=(601,1150,871,1179)
entry-details: H., Versicheru. BCto: Dresdn. Bk., PSch: 30652, 368834, Gr. Bäckerstr. 2, 1, Wohn — Erich, Versich.-Makl., Lohhof 31, 1 — Ernst, Reichsb.-Arbtr., Zimmerman strasse 10, Harb — Ewald, Elektr., Ahornweg 6, Wa — F., Glindweg 7, 39 — F., Maler, Telemannstr. 17, 19 — Franz, Buchdruckerei, 35537, Alter Steinweg 73/77, H., 11, Wohn — Güntherstr. 6, 24 — Friedr., Tischl., Schedestr. 5, 1 — Friedr., Tischlermstr., Rutschbahn 2 — Fritz, Maler, Desenissstr. 54, 22 — G., Arbtr., Chrysanderstr. 6, 19 — Frl. Gusti, Lehrerin, Hirtenstr. 16, 5 — H., Beamt., Lortzingstr. 20, 27 — H., Tischl., Alfred-Richter-Str. 14, 1 — Hans, Aug., BahrenfelderKirchenw 87, Ba — Heinr., Hausmeist., Frauenthal 15 — Heinr., Klempn., Lurupeweg 65 — Heinr., Zugf., Kurdamm 20, Wa — Frau Hel., 590252, TimmKröger Weg 24, Fu — Herm., Verk., Pestalozzistr. 46, 22 — Herm., Kaufm., Alter Wall 61, 11 — Hinr., Schrankenw., Mariensstr. 7, Harb — Hugo, Fettw., Holstenstr. 218, Alt — Joh., Exped., Eimsbütteler Chaussee 124, 19 — Johs., Schneid., 223827, Sierichstrasse 44, 39 — Jürg., Arbtr., Alsterkrugchaussee 42, H. 7, Fu — K., Tischler, Billh. Canalstr. 54, 27 — K., Klempn., Lessers Passage 12, Alt — Karl, Arbtr., Eilbecktal 22, 23 — Karl, Rentn., Hamburger Strasse — Karl, Wäsch., 583218, Hamburger Strasse 70, Schn — Frl. Lotte, Priv.-Sekr., Hirtenstr. 16 — Ludw., Lok.-Führer, Schönenfelder Str. 105, Wi — Wwe. M., Nieburstr. 19, 27 — Wwe. Marie, Gaststätte, 425400, Rainkamp 8, Wohn: 6, Alt xyxy=(1177,884,1451,1340)
